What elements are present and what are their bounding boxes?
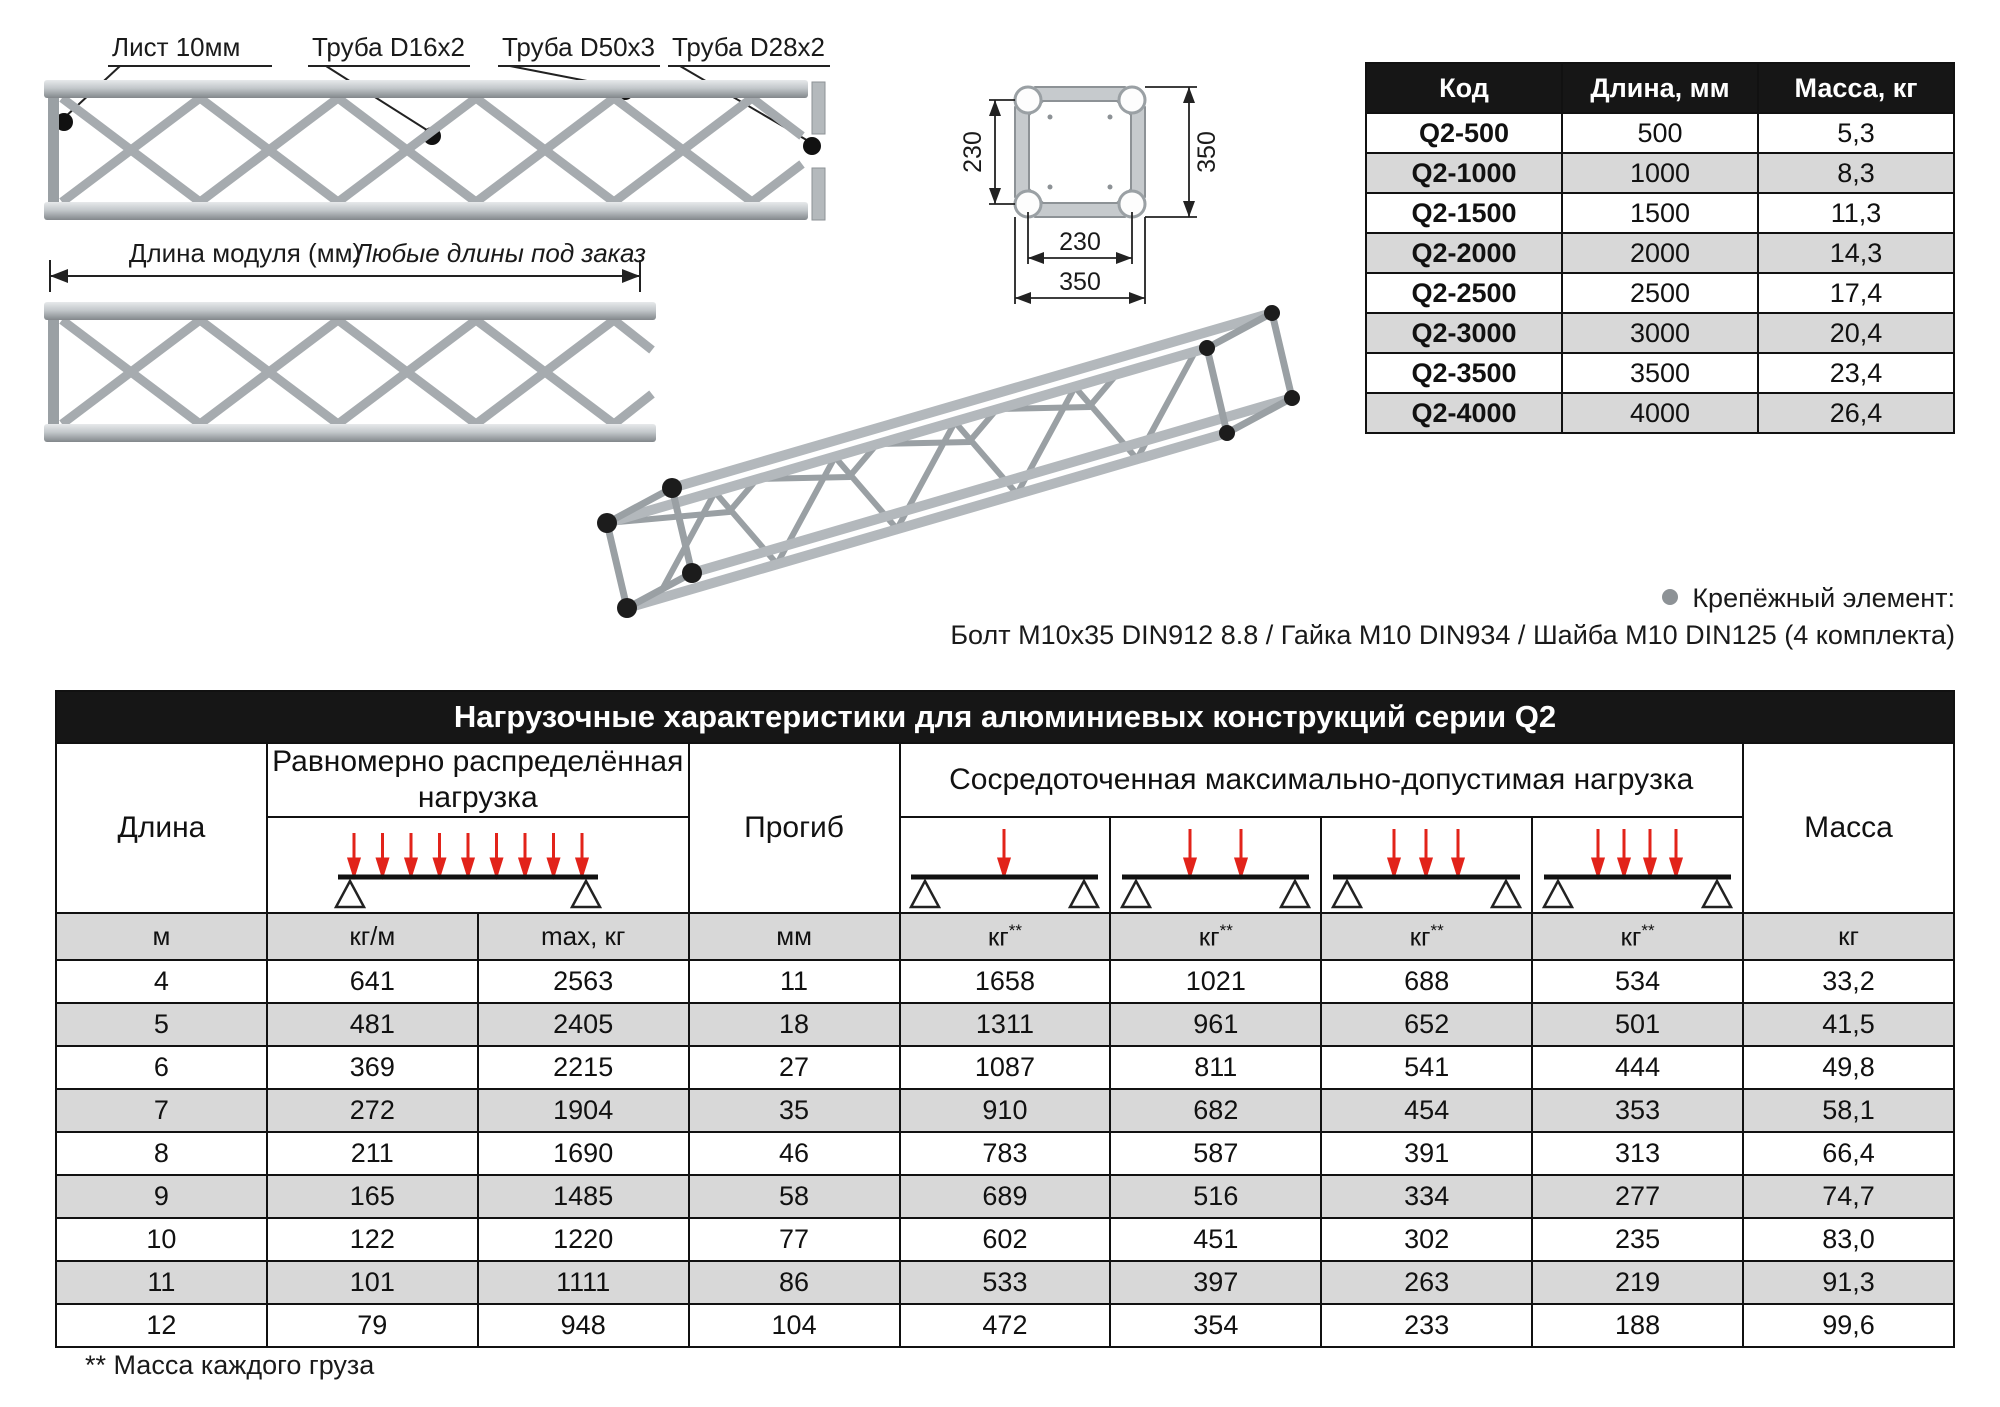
table-cell: 688 (1321, 960, 1532, 1003)
table-row (56, 1089, 1954, 1132)
col-header-uniform-load: Равномерно распределённая нагрузка (267, 743, 689, 817)
table-cell: 1220 (478, 1218, 689, 1261)
table-cell: 23,4 (1758, 353, 1954, 393)
table-cell: 4 (56, 960, 267, 1003)
table-cell: 534 (1532, 960, 1743, 1003)
table-cell: 272 (267, 1089, 478, 1132)
table-row (56, 1046, 1954, 1089)
table-cell: 1311 (900, 1003, 1111, 1046)
truss-3d-braces (607, 348, 1227, 599)
table-cell: 1087 (900, 1046, 1111, 1089)
table-cell: 91,3 (1743, 1261, 1954, 1304)
table-cell: 652 (1321, 1003, 1532, 1046)
table-cell: 122 (267, 1218, 478, 1261)
table-row (56, 1304, 1954, 1347)
label-sheet: Лист 10мм (112, 32, 241, 62)
uniform-load-diagram-cell (267, 817, 689, 913)
table-cell: 233 (1321, 1304, 1532, 1347)
label-tube-d28: Труба D28x2 (672, 32, 826, 62)
table-cell: Q2-500 (1366, 113, 1562, 153)
table-cell: 79 (267, 1304, 478, 1347)
table-cell: 3500 (1562, 353, 1758, 393)
table-cell: 641 (267, 960, 478, 1003)
table-cell: 35 (689, 1089, 900, 1132)
table-cell: Q2-3000 (1366, 313, 1562, 353)
spec-header-mass: Масса, кг (1758, 63, 1954, 113)
truss-structure (44, 80, 825, 220)
table-cell: 77 (689, 1218, 900, 1261)
table-row (1366, 233, 1954, 273)
table-cell: 58,1 (1743, 1089, 1954, 1132)
table-cell: 1000 (1562, 153, 1758, 193)
table-cell: Q2-2500 (1366, 273, 1562, 313)
table-cell: 454 (1321, 1089, 1532, 1132)
table-cell: 99,6 (1743, 1304, 1954, 1347)
table-cell: 602 (900, 1218, 1111, 1261)
table-row (56, 1003, 1954, 1046)
table-cell: 1111 (478, 1261, 689, 1304)
table-cell: 58 (689, 1175, 900, 1218)
fastener-note-detail: Болт M10x35 DIN912 8.8 / Гайка M10 DIN934 / Шайба M10 DIN125 (4 комплекта) (950, 620, 1955, 650)
table-cell: 500 (1562, 113, 1758, 153)
concentrated-load-diagram-1-cell (900, 817, 1111, 913)
table-row (1366, 113, 1954, 153)
load-table-title: Нагрузочные характеристики для алюминиевых конструкций серии Q2 (56, 691, 1954, 743)
fastener-note (950, 580, 1955, 654)
col-header-deflection: Прогиб (689, 743, 900, 913)
table-cell: 451 (1110, 1218, 1321, 1261)
unit-kg-starred: кг** (1110, 913, 1321, 960)
table-cell: 353 (1532, 1089, 1743, 1132)
table-cell: 948 (478, 1304, 689, 1347)
table-row (1366, 393, 1954, 433)
table-cell: 11 (689, 960, 900, 1003)
footnote: ** Масса каждого груза (85, 1350, 375, 1380)
concentrated-load-diagram-1-icon (901, 819, 1108, 911)
label-module-length: Длина модуля (мм) (128, 240, 362, 268)
table-cell: 501 (1532, 1003, 1743, 1046)
table-cell: 910 (900, 1089, 1111, 1132)
table-cell: 11 (56, 1261, 267, 1304)
table-row (56, 1175, 1954, 1218)
table-cell: Q2-2000 (1366, 233, 1562, 273)
table-row (1366, 313, 1954, 353)
table-cell: 682 (1110, 1089, 1321, 1132)
units-row (56, 913, 1954, 960)
table-cell: 444 (1532, 1046, 1743, 1089)
table-cell: Q2-1500 (1366, 193, 1562, 233)
table-row (56, 960, 1954, 1003)
spec-table (1365, 62, 1955, 434)
table-cell: 8,3 (1758, 153, 1954, 193)
table-cell: 188 (1532, 1304, 1743, 1347)
table-cell: 5,3 (1758, 113, 1954, 153)
table-cell: 86 (689, 1261, 900, 1304)
table-cell: 961 (1110, 1003, 1321, 1046)
load-table (55, 690, 1955, 1348)
table-cell: 6 (56, 1046, 267, 1089)
table-cell: 302 (1321, 1218, 1532, 1261)
spec-header-code: Код (1366, 63, 1562, 113)
table-cell: 9 (56, 1175, 267, 1218)
concentrated-load-diagram-4-icon (1534, 819, 1741, 911)
table-row (56, 1132, 1954, 1175)
concentrated-load-diagram-2-cell (1110, 817, 1321, 913)
table-cell: 516 (1110, 1175, 1321, 1218)
table-cell: 391 (1321, 1132, 1532, 1175)
table-cell: 1904 (478, 1089, 689, 1132)
table-cell: 541 (1321, 1046, 1532, 1089)
table-cell: 74,7 (1743, 1175, 1954, 1218)
fastener-bullet-icon (1662, 589, 1678, 605)
rivets (1048, 115, 1113, 190)
truss-3d-chords (607, 313, 1292, 608)
table-cell: 587 (1110, 1132, 1321, 1175)
unit-kg-per-m: кг/м (267, 913, 478, 960)
table-cell: 27 (689, 1046, 900, 1089)
load-table-title-row (56, 691, 1954, 743)
table-cell: 689 (900, 1175, 1111, 1218)
fastener-note-title: Крепёжный элемент: (1692, 583, 1955, 613)
table-cell: 104 (689, 1304, 900, 1347)
table-cell: 5 (56, 1003, 267, 1046)
table-cell: 369 (267, 1046, 478, 1089)
concentrated-load-diagram-2-icon (1112, 819, 1319, 911)
load-table-header-row (56, 743, 1954, 817)
table-cell: 472 (900, 1304, 1111, 1347)
table-cell: 3000 (1562, 313, 1758, 353)
table-cell: 263 (1321, 1261, 1532, 1304)
unit-kg-starred: кг** (1321, 913, 1532, 960)
table-cell: 811 (1110, 1046, 1321, 1089)
table-cell: 2500 (1562, 273, 1758, 313)
unit-kg-starred: кг** (1532, 913, 1743, 960)
concentrated-load-diagram-4-cell (1532, 817, 1743, 913)
concentrated-load-diagram-3-cell (1321, 817, 1532, 913)
table-cell: 11,3 (1758, 193, 1954, 233)
table-cell: 2405 (478, 1003, 689, 1046)
dim-outer-width: 350 (1059, 268, 1101, 296)
table-cell: 66,4 (1743, 1132, 1954, 1175)
table-cell: 334 (1321, 1175, 1532, 1218)
table-cell: 1658 (900, 960, 1111, 1003)
table-cell: 83,0 (1743, 1218, 1954, 1261)
table-cell: 1690 (478, 1132, 689, 1175)
unit-m: м (56, 913, 267, 960)
unit-kg-starred: кг** (900, 913, 1111, 960)
table-cell: 1485 (478, 1175, 689, 1218)
table-cell: Q2-3500 (1366, 353, 1562, 393)
label-custom-lengths: Любые длины под заказ (354, 240, 646, 268)
table-cell: 17,4 (1758, 273, 1954, 313)
col-header-length: Длина (56, 743, 267, 913)
table-cell: 12 (56, 1304, 267, 1347)
table-cell: 41,5 (1743, 1003, 1954, 1046)
dim-inner-height: 230 (959, 131, 987, 173)
table-cell: 18 (689, 1003, 900, 1046)
table-cell: 277 (1532, 1175, 1743, 1218)
table-cell: 397 (1110, 1261, 1321, 1304)
table-cell: 211 (267, 1132, 478, 1175)
table-cell: 4000 (1562, 393, 1758, 433)
table-cell: 1500 (1562, 193, 1758, 233)
table-cell: 101 (267, 1261, 478, 1304)
table-row (1366, 193, 1954, 233)
table-cell: 2215 (478, 1046, 689, 1089)
table-row (1366, 153, 1954, 193)
load-diagram-row (56, 817, 1954, 913)
table-row (56, 1261, 1954, 1304)
table-cell: 2563 (478, 960, 689, 1003)
truss-side-view-drawing (40, 16, 840, 234)
table-cell: 235 (1532, 1218, 1743, 1261)
uniform-load-diagram-icon (268, 819, 690, 911)
table-cell: 8 (56, 1132, 267, 1175)
label-tube-d16: Труба D16x2 (312, 32, 466, 62)
col-header-mass: Масса (1743, 743, 1954, 913)
dim-outer-height: 350 (1193, 131, 1221, 173)
table-row (1366, 273, 1954, 313)
table-cell: 354 (1110, 1304, 1321, 1347)
table-cell: Q2-1000 (1366, 153, 1562, 193)
col-header-concentrated-load: Сосредоточенная максимально-допустимая нагрузка (900, 743, 1744, 817)
table-cell: Q2-4000 (1366, 393, 1562, 433)
unit-kg: кг (1743, 913, 1954, 960)
corner-tubes (1015, 87, 1145, 217)
table-cell: 219 (1532, 1261, 1743, 1304)
table-cell: 481 (267, 1003, 478, 1046)
table-cell: 2000 (1562, 233, 1758, 273)
dim-inner-width: 230 (1059, 228, 1101, 256)
table-row (1366, 353, 1954, 393)
unit-max-kg: max, кг (478, 913, 689, 960)
table-row (56, 1218, 1954, 1261)
table-cell: 33,2 (1743, 960, 1954, 1003)
table-cell: 49,8 (1743, 1046, 1954, 1089)
unit-mm: мм (689, 913, 900, 960)
table-cell: 533 (900, 1261, 1111, 1304)
table-cell: 46 (689, 1132, 900, 1175)
table-cell: 10 (56, 1218, 267, 1261)
label-tube-d50: Труба D50x3 (502, 32, 656, 62)
table-cell: 26,4 (1758, 393, 1954, 433)
table-cell: 783 (900, 1132, 1111, 1175)
table-cell: 165 (267, 1175, 478, 1218)
table-cell: 20,4 (1758, 313, 1954, 353)
concentrated-load-diagram-3-icon (1323, 819, 1530, 911)
spec-header-row (1366, 63, 1954, 113)
table-cell: 7 (56, 1089, 267, 1132)
table-cell: 14,3 (1758, 233, 1954, 273)
spec-header-length: Длина, мм (1562, 63, 1758, 113)
table-cell: 1021 (1110, 960, 1321, 1003)
table-cell: 313 (1532, 1132, 1743, 1175)
